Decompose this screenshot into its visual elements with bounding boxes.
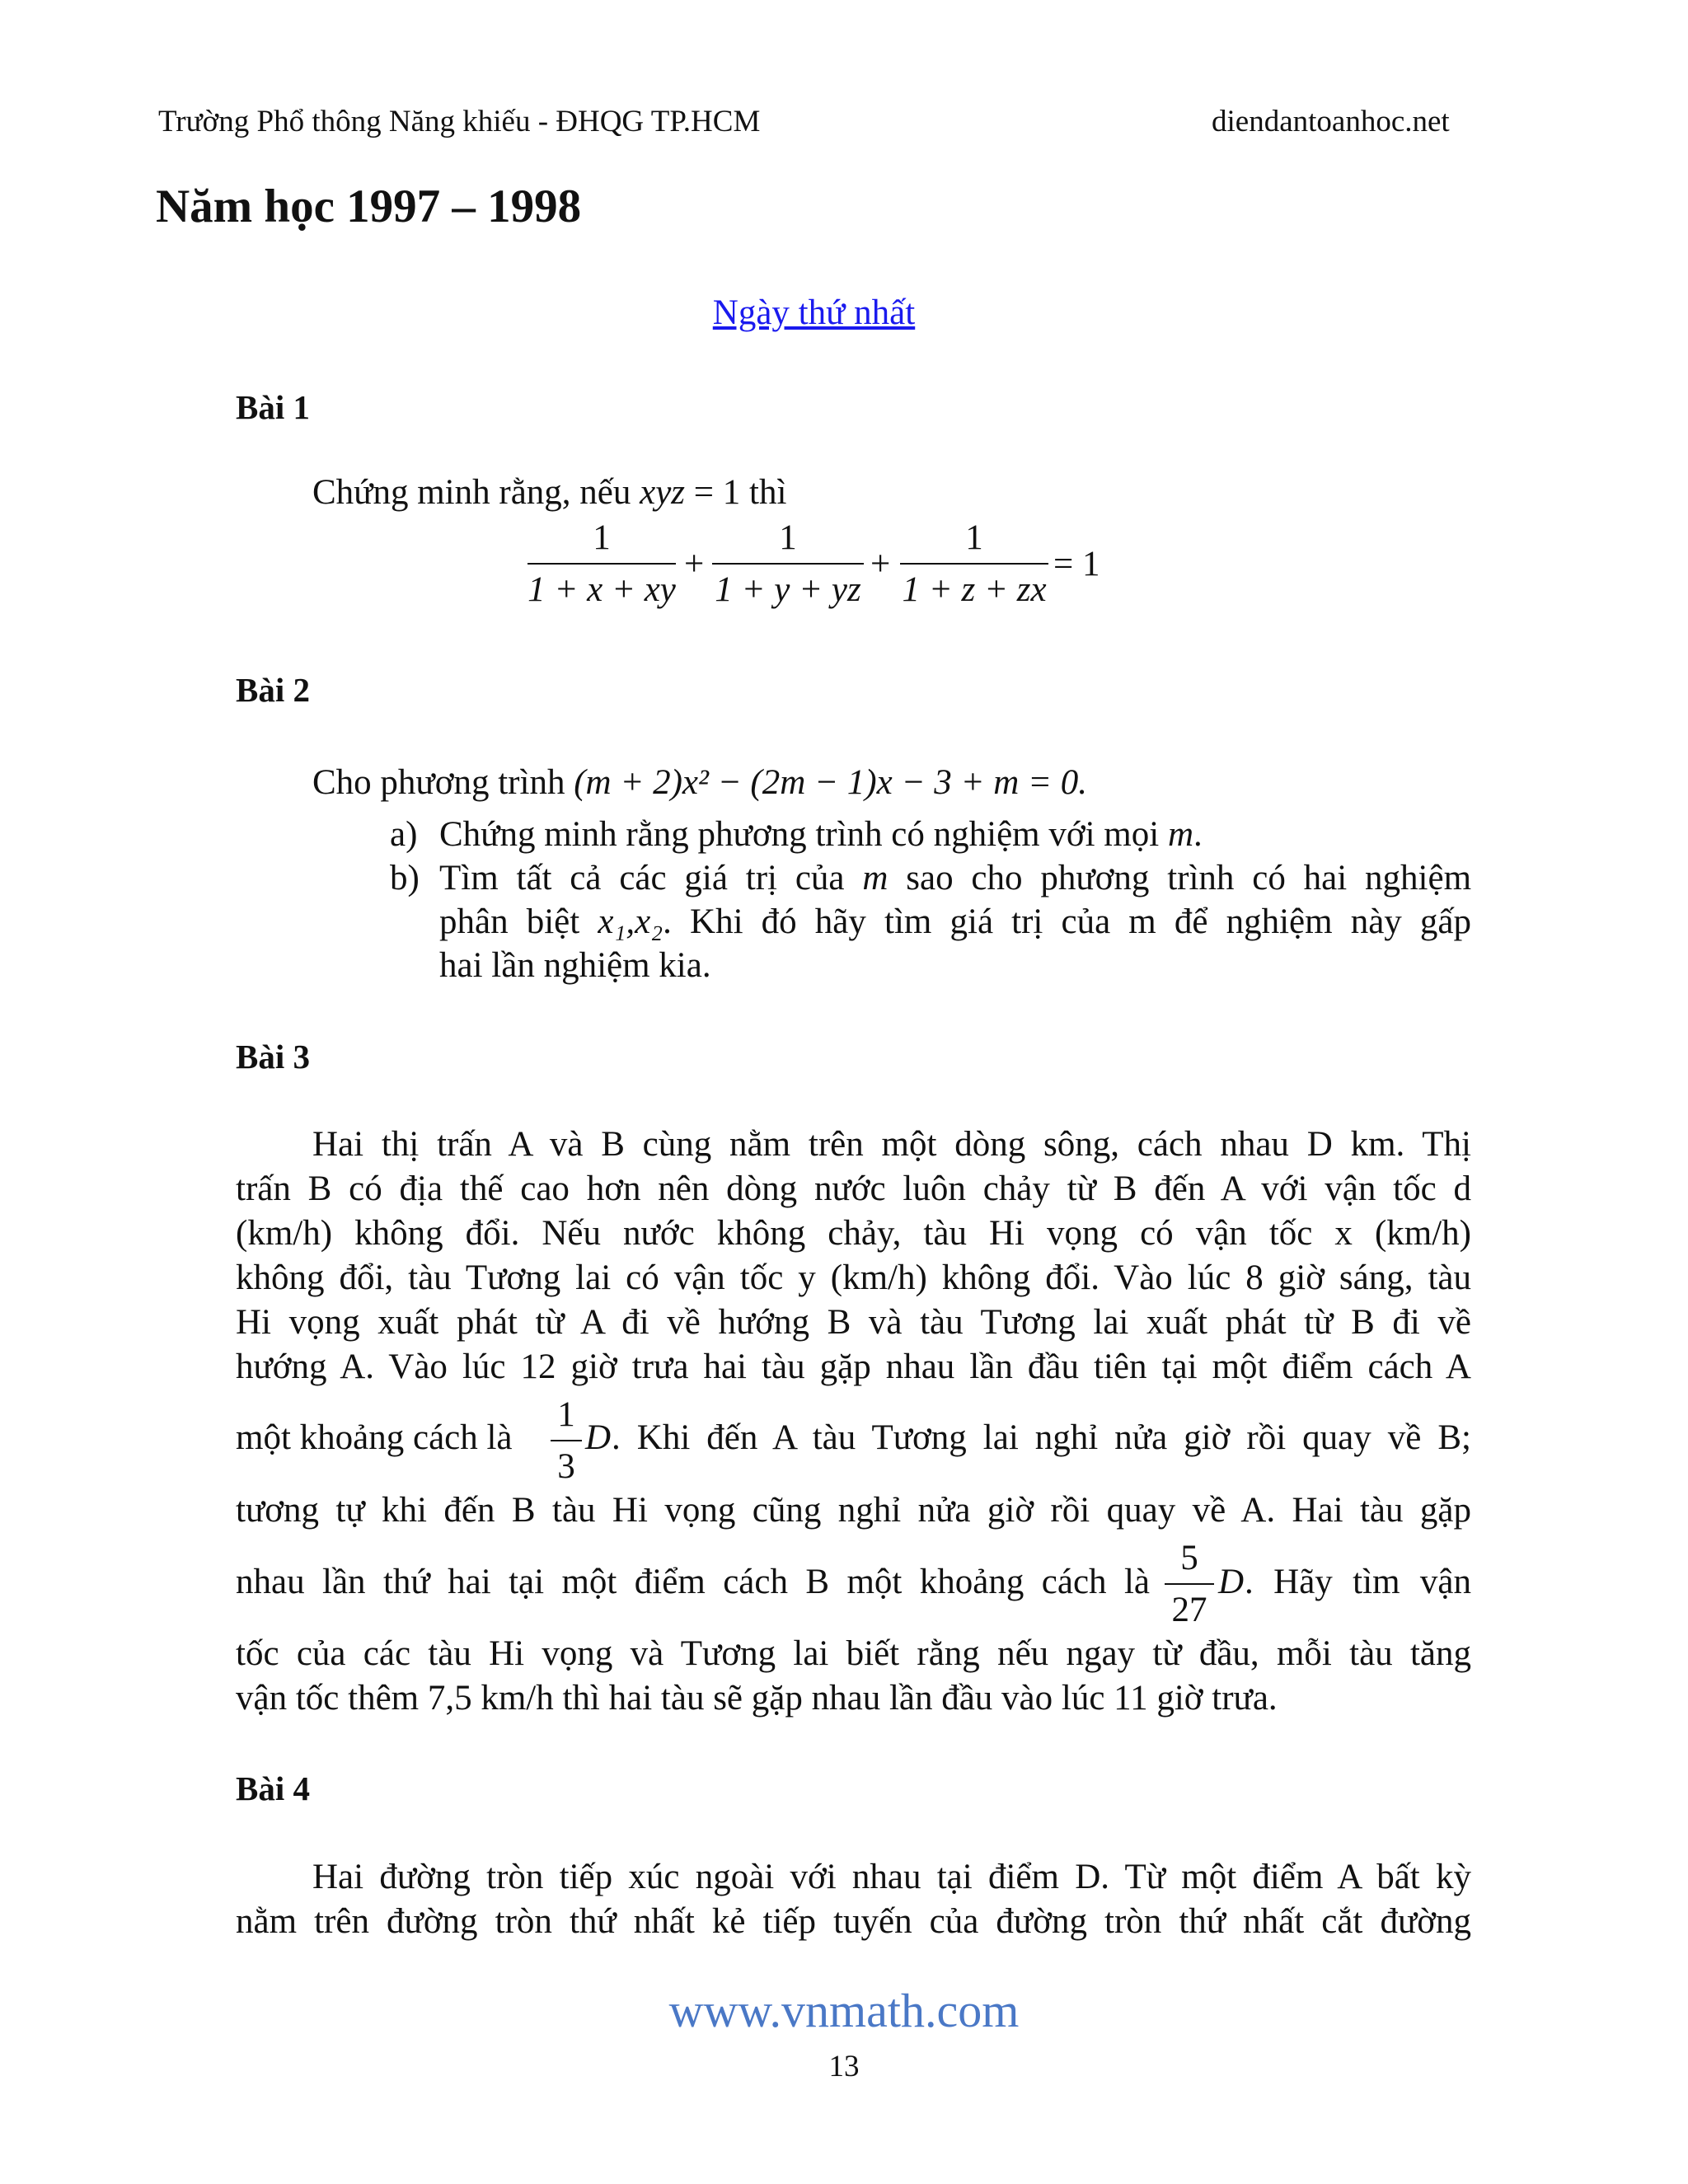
bai3-line-9-pre: nhau lần thứ hai tại một điểm cách B một khoảng cách là — [236, 1563, 1150, 1601]
bai3-line-7-post: . Khi đến A tàu Tương lai nghỉ nửa giờ rồi quay về B; — [612, 1418, 1471, 1457]
frac3-num: 1 — [965, 518, 983, 557]
bai3-line-10: tốc của các tàu Hi vọng và Tương lai biết rằng nếu ngay từ đầu, mỗi tàu tăng — [236, 1634, 1471, 1673]
frac2-num: 1 — [779, 518, 797, 557]
page-number: 13 — [828, 2050, 860, 2083]
header-school: Trường Phổ thông Năng khiếu - ĐHQG TP.HCM — [158, 105, 761, 138]
bai2-a-var: m — [1167, 815, 1193, 854]
bai3-line-3: (km/h) không đổi. Nếu nước không chảy, tàu Hi vọng có vận tốc x (km/h) — [236, 1214, 1471, 1253]
bai3-frac-a — [551, 1394, 582, 1487]
bai2-a-body: Chứng minh rằng phương trình có nghiệm với mọi — [439, 815, 1160, 854]
bai3-line-4: không đổi, tàu Tương lai có vận tốc y (km/h) không đổi. Vào lúc 8 giờ sáng, tàu — [236, 1258, 1471, 1297]
day-link[interactable]: Ngày thứ nhất — [712, 293, 916, 332]
bai1-eq-tail: = 1 — [1053, 545, 1100, 583]
bai2-heading: Bài 2 — [236, 671, 310, 709]
bai3-line-1: Hai thị trấn A và B cùng nằm trên một dòng sông, cách nhau D km. Thị — [312, 1125, 1471, 1164]
bai1-frac-3 — [900, 518, 1048, 610]
frac-a-num: 1 — [557, 1395, 575, 1434]
bai4-line-1: Hai đường tròn tiếp xúc ngoài với nhau tại điểm D. Từ một điểm A bất kỳ — [312, 1858, 1471, 1896]
bai1-frac-1 — [528, 518, 676, 610]
frac2-bar — [712, 563, 864, 565]
bai1-lead: Chứng minh rằng, nếu — [312, 473, 631, 512]
frac1-num: 1 — [593, 518, 611, 557]
frac-b-num: 5 — [1180, 1539, 1198, 1577]
bai3-heading: Bài 3 — [236, 1038, 310, 1076]
bai3-frac-a-var: D — [585, 1418, 612, 1457]
bai2-b-line2-post: . Khi đó hãy tìm giá trị của m để nghiệm này gấp — [663, 902, 1471, 941]
header-site: diendantoanhoc.net — [1212, 105, 1450, 138]
bai4-line-2: nằm trên đường tròn thứ nhất kẻ tiếp tuyến của đường tròn thứ nhất cắt đường — [236, 1902, 1471, 1941]
bai2-b-line2-var: x₁,x₂ — [598, 902, 663, 941]
footer-url[interactable]: www.vnmath.com — [668, 1984, 1020, 2037]
bai3-line-6: hướng A. Vào lúc 12 giờ trưa hai tàu gặp nhau lần đầu tiên tại một điểm cách A — [236, 1347, 1471, 1386]
bai2-b-label: b) — [390, 859, 420, 898]
bai2-a-end: . — [1193, 815, 1203, 854]
bai3-line-2: trấn B có địa thế cao hơn nên dòng nước luôn chảy từ B đến A với vận tốc d — [236, 1169, 1471, 1208]
bai2-b-line1-post: sao cho phương trình có hai nghiệm — [906, 859, 1472, 898]
bai1-plus-1: + — [684, 545, 705, 583]
frac3-den: 1 + z + zx — [902, 570, 1047, 609]
frac-a-den: 3 — [557, 1447, 575, 1486]
bai3-line-5: Hi vọng xuất phát từ A đi về hướng B và tàu Tương lai xuất phát từ B đi về — [236, 1303, 1471, 1342]
bai1-cond-tail: = 1 thì — [685, 473, 787, 512]
bai3-line-8: tương tự khi đến B tàu Hi vọng cũng nghỉ nửa giờ rồi quay về A. Hai tàu gặp — [236, 1491, 1471, 1530]
frac-b-bar — [1165, 1583, 1214, 1585]
frac3-bar — [900, 563, 1048, 565]
frac1-bar — [528, 563, 676, 565]
bai3-frac-b-var: D — [1218, 1563, 1245, 1601]
bai1-frac-2 — [712, 518, 864, 610]
bai2-equation: (m + 2)x² − (2m − 1)x − 3 + m = 0. — [574, 763, 1088, 802]
bai4-heading: Bài 4 — [236, 1769, 310, 1807]
bai2-b-line2 — [439, 902, 1471, 942]
bai2-a-label: a) — [390, 815, 418, 854]
bai2-b-line3: hai lần nghiệm kia. — [439, 946, 711, 985]
frac1-den: 1 + x + xy — [528, 570, 676, 609]
bai2-b-line1 — [439, 858, 1471, 898]
bai2-a-text — [439, 814, 1203, 855]
bai2-statement — [312, 762, 1087, 803]
bai1-statement — [312, 472, 786, 513]
frac-a-bar — [551, 1440, 582, 1441]
bai1-heading: Bài 1 — [236, 388, 310, 426]
bai1-cond-var: xyz — [640, 473, 686, 512]
bai3-line-7-pre: một khoảng cách là — [236, 1418, 513, 1457]
bai2-lead: Cho phương trình — [312, 763, 565, 802]
bai2-b-line2-pre: phân biệt — [439, 902, 580, 941]
bai3-frac-b — [1165, 1538, 1214, 1630]
page-title: Năm học 1997 – 1998 — [156, 180, 582, 232]
bai3-line-9-post: . Hãy tìm vận — [1245, 1563, 1471, 1601]
bai1-plus-2: + — [870, 545, 891, 583]
bai2-b-line1-var: m — [862, 859, 889, 898]
frac2-den: 1 + y + yz — [715, 570, 861, 609]
frac-b-den: 27 — [1171, 1591, 1207, 1629]
bai3-line-11: vận tốc thêm 7,5 km/h thì hai tàu sẽ gặp nhau lần đầu vào lúc 11 giờ trưa. — [236, 1679, 1278, 1718]
bai2-b-line1-pre: Tìm tất cả các giá trị của — [439, 859, 845, 898]
